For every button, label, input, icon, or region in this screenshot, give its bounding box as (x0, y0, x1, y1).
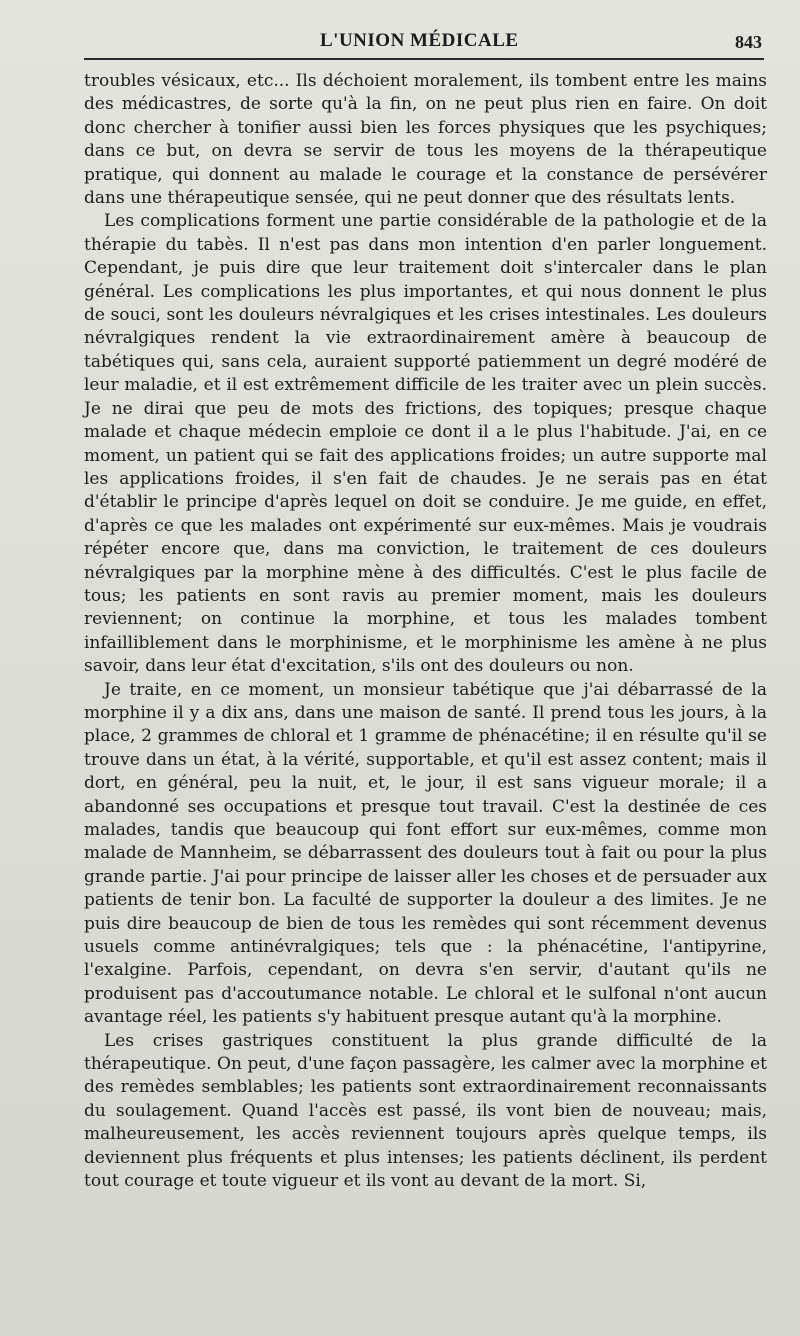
paragraph-4: Les crises gastriques constituent la plus grande difficulté de la thérapeutique. On peut, d'une façon passagère, les calmer avec la morphine et des remèdes semblables; les patients sont extraordinairement reconnaissants du soulagement. Quand l'accès est passé, ils vont bien de nouveau; mais, malheureusement, les accès reviennent toujours après quelque temps, ils deviennent plus fréquents et plus intenses; les patients déclinent, ils perdent tout courage et toute vigueur et ils vont au devant de la mort. Si, (84, 1030, 767, 1192)
paragraph-1: troubles vésicaux, etc... Ils déchoient moralement, ils tombent entre les mains des médicastres, de sorte qu'à la fin, on ne peut plus rien en faire. On doit donc chercher à tonifier aussi bien les forces physiques que les psychiques; dans ce but, on devra se servir de tous les moyens de la thérapeutique pratique, qui donnent au malade le courage et la constance de persévérer dans une thérapeutique sensée, qui ne peut donner que des résultats lents. (84, 71, 767, 209)
body-text (84, 70, 767, 1194)
paragraph-3: Je traite, en ce moment, un monsieur tabétique que j'ai débarrassé de la morphine il y a dix ans, dans une maison de santé. Il prend tous les jours, à la place, 2 grammes de chloral et 1 gramme de phénacétine; il en résulte qu'il se trouve dans un état, à la vérité, supportable, et qu'il est assez content; mais il dort, en général, peu la nuit, et, le jour, il est sans vigueur morale; il a abandonné ses occupations et presque tout travail. C'est la destinée de ces malades, tandis que beaucoup qui font effort sur eux-mêmes, comme mon malade de Mannheim, se débarrassent des douleurs tout à fait ou pour la plus grande partie. J'ai pour principe de laisser aller les choses et de persuader aux patients de tenir bon. La faculté de supporter la douleur a des limites. Je ne puis dire beaucoup de bien de tous les remèdes qui sont récemment devenus usuels comme antinévralgiques; tels que : la phénacétine, l'antipyrine, l'exalgine. Parfois, cependant, on devra s'en servir, d'autant qu'ils ne produisent pas d'accoutumance notable. Le chloral et le sulfonal n'ont aucun avantage réel, les patients s'y habituent presque autant qu'à la morphine. (84, 679, 767, 1028)
paragraph-2: Les complications forment une partie considérable de la pathologie et de la thérapie du tabès. Il n'est pas dans mon intention d'en parler longuement. Cependant, je puis dire que leur traitement doit s'intercaler dans le plan général. Les complications les plus importantes, et qui nous donnent le plus de souci, sont les douleurs névralgiques et les crises intestinales. Les douleurs névralgiques rendent la vie extraordinairement amère à beaucoup de tabétiques qui, sans cela, auraient supporté patiemment un degré modéré de leur maladie, et il est extrêmement difficile de les traiter avec un plein succès. Je ne dirai que peu de mots des frictions, des topiques; presque chaque malade et chaque médecin emploie ce dont il a le plus l'habitude. J'ai, en ce moment, un patient qui se fait des applications froides; un autre supporte mal les applications froides, il s'en fait de chaudes. Je ne serais pas en état d'établir le principe d'après lequel on doit se conduire. Je me guide, en effet, d'après ce que les malades ont expérimenté sur eux-mêmes. Mais je voudrais répéter encore que, dans ma conviction, le traitement de ces douleurs névralgiques par la morphine mène à des difficultés. C'est le plus facile de tous; les patients en sont ravis au premier moment, mais les douleurs reviennent; on continue la morphine, et tous les malades tombent infailliblement dans le morphinisme, et le morphinisme les amène à ne plus savoir, dans leur état d'excitation, s'ils ont des douleurs ou non. (84, 211, 767, 677)
page-number: 843 (735, 32, 762, 52)
running-title: L'UNION MÉDICALE (320, 30, 519, 51)
page-header (84, 24, 764, 60)
